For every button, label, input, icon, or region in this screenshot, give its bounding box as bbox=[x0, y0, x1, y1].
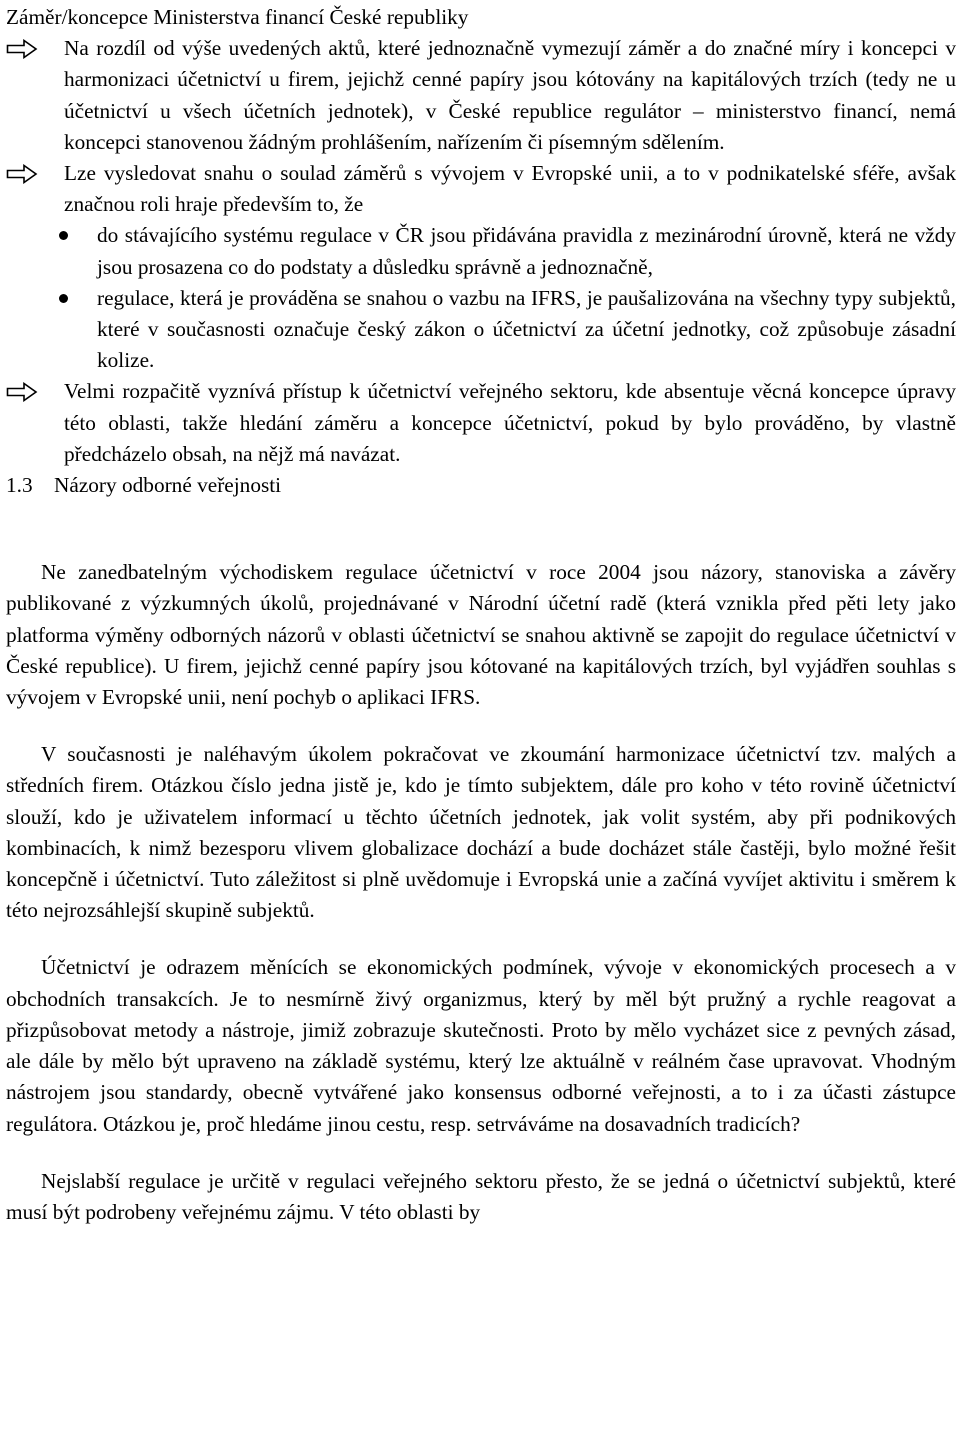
section-heading bbox=[6, 470, 956, 501]
arrow-item-text: Lze vysledovat snahu o soulad záměrů s vývojem v Evropské unii, a to v podnikatelské sféře, avšak značnou roli hraje především to, že bbox=[64, 161, 956, 217]
paragraph-4: Nejslabší regulace je určitě v regulaci veřejného sektoru přesto, že se jedná o účetnictví subjektů, které musí být podrobeny veřejnému zájmu. V této oblasti by bbox=[6, 1168, 956, 1224]
arrow-item-1 bbox=[6, 33, 956, 158]
document-page bbox=[6, 2, 956, 1228]
bullet-item-1 bbox=[97, 220, 956, 282]
spacer bbox=[6, 713, 956, 739]
spacer bbox=[6, 1140, 956, 1166]
section-number: 1.3 bbox=[6, 473, 33, 498]
paragraph-2: V současnosti je naléhavým úkolem pokračovat ve zkoumání harmonizace účetnictví tzv. malých a středních firem. Otázkou číslo jedna jistě je, kdo je tímto subjektem, dále pro koho v této rovině účetnictví slouží, kdo je uživatelem informací u těchto účetních jednotek, jak volit systém, aby při podnikových kombinacích, k nimž bezesporu vlivem globalizace dochází a bude docházet stále častěji, bylo možné řešit koncepčně i účetnictví. Tuto záležitost si plně uvědomuje i Evropská unie a začíná vyvíjet aktivitu i směrem k této nejrozsáhlejší skupině subjektů. bbox=[6, 742, 956, 923]
arrow-right-outline-icon bbox=[6, 382, 38, 402]
bullet-list bbox=[6, 220, 956, 376]
arrow-item-3 bbox=[6, 376, 956, 470]
paragraph-3: Účetnictví je odrazem měnících se ekonomických podmínek, vývoje v ekonomických procesech a v obchodních transakcích. Je to nesmírně živý organizmus, který by měl být pružný a rychle reagovat a přizpůsobovat metody a nástroje, jimiž zobrazuje skutečnosti. Proto by mělo vycházet sice z pevných zásad, ale dále by mělo být upraveno na základě systému, který lze aktuálně v reálném čase upravovat. Vhodným nástrojem jsou standardy, obecně vytvářené jako konsensus odborné veřejnosti, a to i za účasti zástupce regulátora. Otázkou je, proč hledáme jinou cestu, resp. setrváváme na dosavadních tradicích? bbox=[6, 955, 956, 1136]
arrow-item-2 bbox=[6, 158, 956, 220]
arrow-item-text: Velmi rozpačitě vyznívá přístup k účetnictví veřejného sektoru, kde absentuje věcná koncepce úpravy této oblasti, takže hledání záměru a koncepce účetnictví, pokud by bylo prováděno, by vlastně předcházelo obsah, na nějž má navázat. bbox=[64, 379, 956, 466]
arrow-item-text: Na rozdíl od výše uvedených aktů, které jednoznačně vymezují záměr a do značné míry i koncepci v harmonizaci účetnictví u firem, jejichž cenné papíry jsou kótovány na kapitálových trzích (tedy ne u účetnictví u všech účetních jednotek), v České republice regulátor – ministerstvo financí, nemá koncepci stanovenou žádným prohlášením, nařízením či písemným sdělením. bbox=[64, 36, 956, 154]
arrow-right-outline-icon bbox=[6, 164, 38, 184]
subsection-heading: Záměr/koncepce Ministerstva financí České republiky bbox=[6, 5, 469, 29]
bullet-item-text: regulace, která je prováděna se snahou o vazbu na IFRS, je paušalizována na všechny typy subjektů, které v současnosti označuje český zákon o účetnictví za účetní jednotky, což způsobuje zásadní kolize. bbox=[97, 285, 956, 373]
bullet-dot-icon bbox=[59, 294, 68, 303]
spacer bbox=[6, 501, 956, 557]
spacer bbox=[6, 926, 956, 952]
bullet-item-text: do stávajícího systému regulace v ČR jsou přidávána pravidla z mezinárodní úrovně, která ne vždy jsou prosazena co do podstaty a důsledku správně a jednoznačně, bbox=[97, 223, 956, 279]
bullet-dot-icon bbox=[59, 231, 68, 240]
paragraph-1: Ne zanedbatelným východiskem regulace účetnictví v roce 2004 jsou názory, stanoviska a závěry publikované z výzkumných úkolů, projednávané v Národní účetní radě (která vznikla před pěti lety jako platforma výměny odborných názorů v oblasti účetnictví se snahou aktivně se zapojit do regulace účetnictví v České republice). U firem, jejichž cenné papíry jsou kótované na kapitálových trzích, byl vyjádřen souhlas s vývojem v Evropské unii, není pochyb o aplikaci IFRS. bbox=[6, 560, 956, 710]
bullet-item-2 bbox=[97, 283, 956, 377]
section-title: Názory odborné veřejnosti bbox=[54, 473, 282, 498]
arrow-right-outline-icon bbox=[6, 39, 38, 59]
